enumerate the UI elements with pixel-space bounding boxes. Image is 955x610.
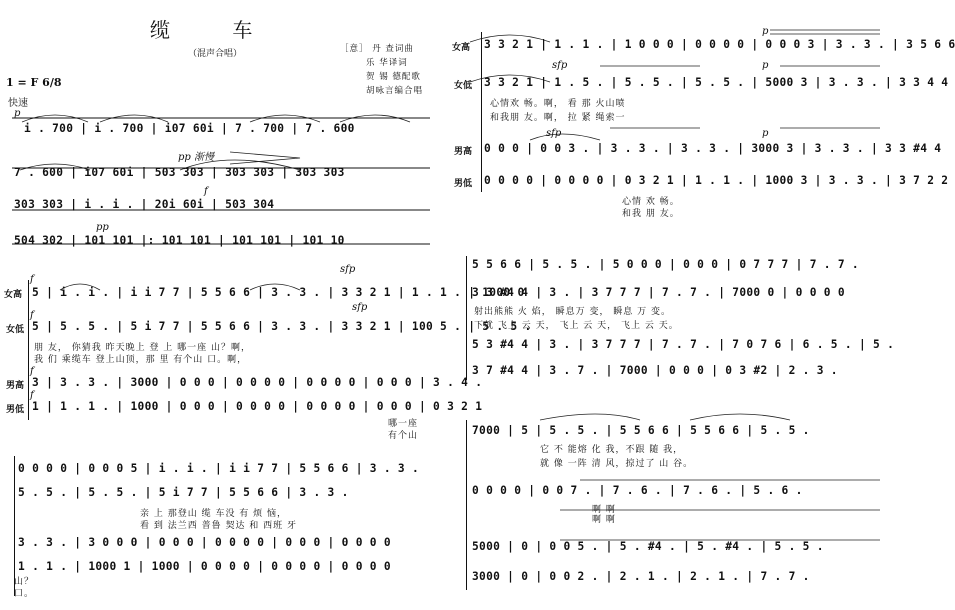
lyrics-verse-1: 它 不 能熔 化 我，不跟 随 我， <box>540 445 684 455</box>
intro-line-1: i . 700 | i . 700 | i07 60i | 7 . 700 | 7 . 600 <box>24 122 355 135</box>
tenor-notes: 0 0 0 | 0 0 3 . | 3 . 3 . | 3 . 3 . | 3000 3 | 3 . 3 . | 3 3 #4 4 <box>484 142 942 155</box>
lyrics-verse-1: 心情欢 畅。啊， 看 那 火山喷 <box>490 99 626 109</box>
alto-lyrics-2: 啊 啊 <box>592 515 616 525</box>
soprano-notes: 7000 | 5 | 5 . 5 . | 5 5 6 6 | 5 5 6 6 | 5 . 5 . <box>472 424 810 437</box>
bass-lyrics-2: 口。 <box>14 589 35 599</box>
alto-notes: 3 3 2 1 | 1 . 5 . | 5 . 5 . | 5 . 5 . | 5000 3 | 3 . 3 . | 3 3 4 4 <box>484 76 949 89</box>
dynamic-sfp: sfp <box>352 302 368 313</box>
lyrics-verse-2: 看 到 法兰西 普鲁 契达 和 西班 牙 <box>140 521 298 531</box>
key-signature: 1 = F 6/8 <box>6 76 62 89</box>
alto-notes: 5 . 5 . | 5 . 5 . | 5 i 7 7 | 5 5 6 6 | 3 . 3 . <box>18 486 349 499</box>
part-label-alto: 女低 <box>6 325 25 335</box>
bass-lyrics-1: 山？ <box>14 577 35 587</box>
part-label-tenor: 男高 <box>454 147 473 157</box>
intro-line-3: 303 303 | i . i . | 20i 60i | 503 304 <box>14 198 275 211</box>
tenor-notes: 3 | 3 . 3 . | 3000 | 0 0 0 | 0 0 0 0 | 0 0 0 0 | 0 0 0 | 3 . 4 . <box>32 376 483 389</box>
alto-notes: 0 0 0 0 | 0 0 7 . | 7 . 6 . | 7 . 6 . | 5 . 6 . <box>472 484 803 497</box>
alto-notes: 3 3 #4 4 | 3 . | 3 7 7 7 | 7 . 7 . | 7000 0 | 0 0 0 0 <box>472 286 845 299</box>
tenor-notes: 5000 | 0 | 0 0 5 . | 5 . #4 . | 5 . #4 . | 5 . 5 . <box>472 540 824 553</box>
lyrics-verse-1: 亲 上 那登山 缆 车没 有 烦 恼， <box>140 509 288 519</box>
part-label-tenor: 男高 <box>6 381 25 391</box>
tempo-marking: 快速 <box>8 98 28 109</box>
system-bracket <box>466 420 467 590</box>
lyrics-verse-2: 我 们 乘缆车 登上山顶，那 里 有个山 口。啊， <box>34 355 248 365</box>
bass-lyrics-2: 有个山 <box>388 431 419 441</box>
bass-notes: 3 7 #4 4 | 3 . 7 . | 7000 | 0 0 0 | 0 3 #2 | 2 . 3 . <box>472 364 838 377</box>
dynamic-f: f <box>30 390 34 401</box>
intro-line-2: 7 . 600 | i07 60i | 503 303 | 303 303 | 303 303 <box>14 166 345 179</box>
dynamic-p: p <box>762 128 769 139</box>
tenor-notes: 5 3 #4 4 | 3 . | 3 7 7 7 | 7 . 7 . | 7 0 7 6 | 6 . 5 . | 5 . <box>472 338 895 351</box>
bass-lyrics-1: 心情 欢 畅。 <box>622 197 680 207</box>
bass-notes: 0 0 0 0 | 0 0 0 0 | 0 3 2 1 | 1 . 1 . | 1000 3 | 3 . 3 . | 3 7 2 2 <box>484 174 949 187</box>
dynamic-f: f <box>204 186 208 197</box>
lyrics-verse-1: 射出熊熊 火 焰， 瞬息万 变， 瞬息 万 变。 <box>474 307 672 317</box>
alto-lyrics-1: 啊 啊 <box>592 505 616 515</box>
bass-notes: 1 . 1 . | 1000 1 | 1000 | 0 0 0 0 | 0 0 0 0 | 0 0 0 0 <box>18 560 391 573</box>
part-label-bass: 男低 <box>6 405 25 415</box>
dynamic-sfp: sfp <box>340 264 356 275</box>
dynamic-sfp: sfp <box>552 60 568 71</box>
credit-lyricist: 贺 锡 德配歌 <box>366 72 421 82</box>
lyrics-verse-1: 朋 友， 你猜我 昨天晚上 登 上 哪一座 山？啊， <box>34 343 252 353</box>
dynamic-f: f <box>30 366 34 377</box>
page-title: 缆 车 <box>150 18 281 42</box>
lyrics-verse-2: 下就 飞上 云 天， 飞上 云 天， 飞上 云 天。 <box>474 321 679 331</box>
system-bracket <box>481 32 482 192</box>
dynamic-p: p <box>762 60 769 71</box>
lyrics-verse-2: 和我朋 友。啊， 拉 紧 绳索一 <box>490 113 626 123</box>
bass-lyrics-2: 和我 朋 友。 <box>622 209 680 219</box>
dynamic-p: p <box>762 26 769 37</box>
dynamic-pp-slow: pp 渐慢 <box>178 152 214 163</box>
soprano-notes: 3 3 2 1 | 1 . 1 . | 1 0 0 0 | 0 0 0 0 | 0 0 0 3 | 3 . 3 . | 3 5 6 6 <box>484 38 955 51</box>
soprano-notes: 5 5 6 6 | 5 . 5 . | 5 0 0 0 | 0 0 0 | 0 7 7 7 | 7 . 7 . <box>472 258 859 271</box>
lyrics-verse-2: 就 像 一阵 清 风，掠过了 山 谷。 <box>540 459 694 469</box>
bass-notes: 3000 | 0 | 0 0 2 . | 2 . 1 . | 2 . 1 . | 7 . 7 . <box>472 570 810 583</box>
dynamic-pp: pp <box>96 222 109 233</box>
dynamic-p: p <box>14 108 21 119</box>
tenor-notes: 3 . 3 . | 3 0 0 0 | 0 0 0 | 0 0 0 0 | 0 0 0 | 0 0 0 0 <box>18 536 391 549</box>
dynamic-sfp: sfp <box>546 128 562 139</box>
bass-notes: 1 | 1 . 1 . | 1000 | 0 0 0 | 0 0 0 0 | 0 0 0 0 | 0 0 0 | 0 3 2 1 <box>32 400 483 413</box>
system-bracket <box>28 280 29 420</box>
part-label-alto: 女低 <box>454 81 473 91</box>
dynamic-f: f <box>30 274 34 285</box>
part-label-bass: 男低 <box>454 179 473 189</box>
subtitle: （混声合唱） <box>188 49 243 59</box>
alto-notes: 5 | 5 . 5 . | 5 i 7 7 | 5 5 6 6 | 3 . 3 . | 3 3 2 1 | 100 5 . | 5 . 5 . <box>32 320 532 333</box>
soprano-notes: 5 | i . i . | i i 7 7 | 5 5 6 6 | 3 . 3 . | 3 3 2 1 | 1 . 1 . | 1000 0 <box>32 286 525 299</box>
credit-arranger: 胡咏言编合唱 <box>366 86 424 96</box>
credit-translator: 乐 华译词 <box>366 58 408 68</box>
system-bracket <box>466 256 467 380</box>
part-label-soprano: 女高 <box>452 43 471 53</box>
part-label-soprano: 女高 <box>4 290 23 300</box>
dynamic-f: f <box>30 310 34 321</box>
intro-line-4: 504 302 | 101 101 |: 101 101 | 101 101 | 101 10 <box>14 234 345 247</box>
credit-composer: ［意］ 丹 查词曲 <box>340 44 414 54</box>
bass-lyrics-1: 哪一座 <box>388 419 419 429</box>
soprano-notes: 0 0 0 0 | 0 0 0 5 | i . i . | i i 7 7 | 5 5 6 6 | 3 . 3 . <box>18 462 420 475</box>
